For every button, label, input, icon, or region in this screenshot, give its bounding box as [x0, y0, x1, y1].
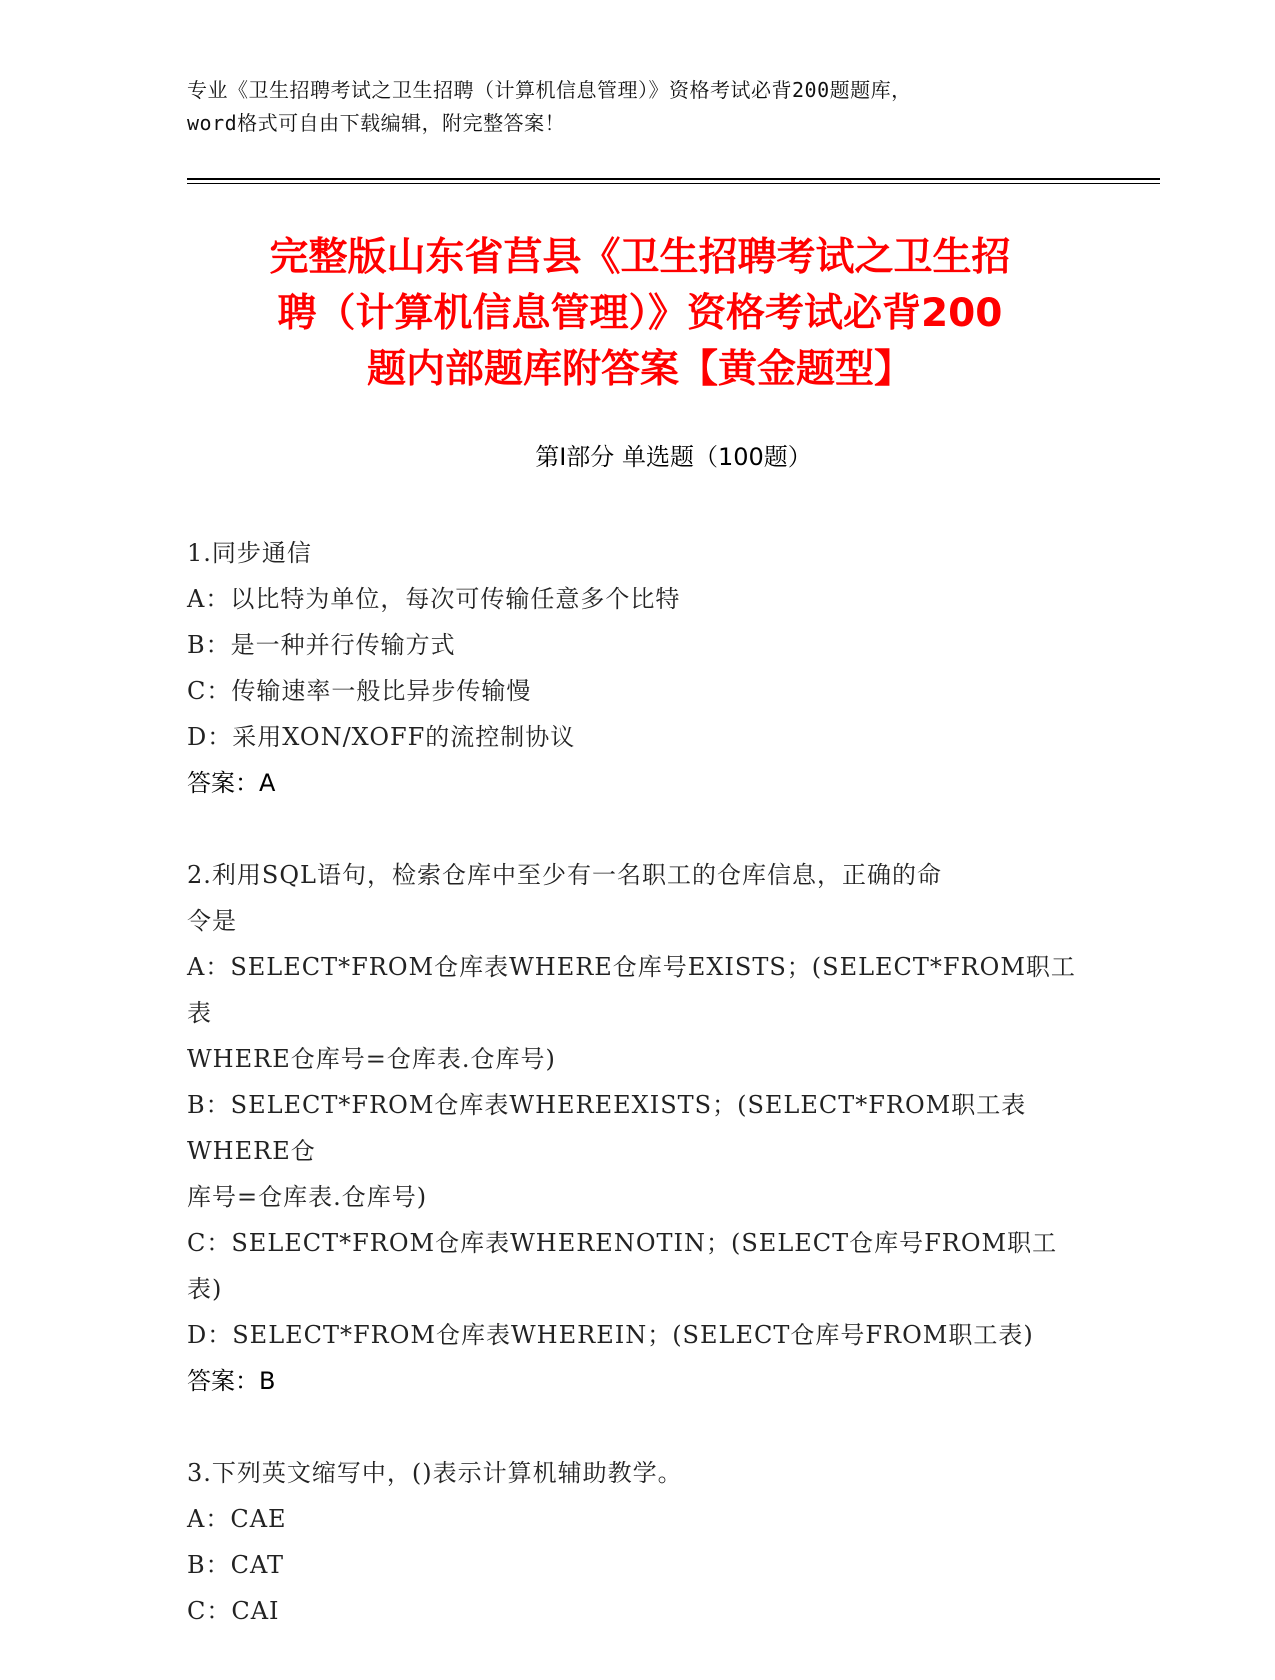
question-stem-continued: 令是	[187, 907, 237, 935]
option-c: C：SELECT*FROM仓库表WHERENOTIN；(SELECT仓库号FROM职工表)	[187, 1229, 1058, 1303]
option-b-continued: 库号=仓库表.仓库号)	[187, 1183, 428, 1211]
question-stem: 1.同步通信	[187, 539, 312, 567]
option-c: C：CAI	[187, 1597, 280, 1625]
document-title	[190, 230, 1090, 398]
header-note	[187, 74, 1087, 140]
section-title: 第Ⅰ部分 单选题（100题）	[535, 443, 812, 471]
question-list	[187, 530, 1077, 1680]
question-stem: 3.下列英文缩写中，()表示计算机辅助教学。	[187, 1459, 683, 1487]
question-3	[187, 1450, 1077, 1634]
header-divider-thick	[187, 178, 1160, 180]
question-1	[187, 530, 1077, 806]
option-d: D：SELECT*FROM仓库表WHEREIN；(SELECT仓库号FROM职工表)	[187, 1321, 1034, 1349]
option-d: D：采用XON/XOFF的流控制协议	[187, 723, 576, 751]
option-b: B：SELECT*FROM仓库表WHEREEXISTS；(SELECT*FROM职工表WHERE仓	[187, 1091, 1027, 1165]
question-2	[187, 852, 1077, 1404]
option-b: B：CAT	[187, 1551, 285, 1579]
header-note-line-1: 专业《卫生招聘考试之卫生招聘（计算机信息管理）》资格考试必背200题题库，	[187, 78, 912, 102]
option-c: C：传输速率一般比异步传输慢	[187, 677, 532, 705]
document-title-line-2: 聘（计算机信息管理）》资格考试必背200	[277, 291, 1003, 336]
option-a: A：SELECT*FROM仓库表WHERE仓库号EXISTS；(SELECT*FROM职工表	[187, 953, 1076, 1027]
header-note-line-2: word格式可自由下载编辑，附完整答案！	[187, 111, 566, 135]
answer: 答案：B	[187, 1367, 276, 1395]
answer: 答案：A	[187, 769, 276, 797]
header-divider-thin	[187, 183, 1160, 184]
option-a: A：以比特为单位，每次可传输任意多个比特	[187, 585, 681, 613]
option-a-continued: WHERE仓库号=仓库表.仓库号)	[187, 1045, 556, 1073]
option-a: A：CAE	[187, 1505, 287, 1533]
question-stem: 2.利用SQL语句，检索仓库中至少有一名职工的仓库信息，正确的命	[187, 861, 942, 889]
option-b: B：是一种并行传输方式	[187, 631, 456, 659]
document-title-line-1: 完整版山东省莒县《卫生招聘考试之卫生招	[269, 235, 1011, 280]
document-title-line-3: 题内部题库附答案【黄金题型】	[366, 347, 913, 392]
